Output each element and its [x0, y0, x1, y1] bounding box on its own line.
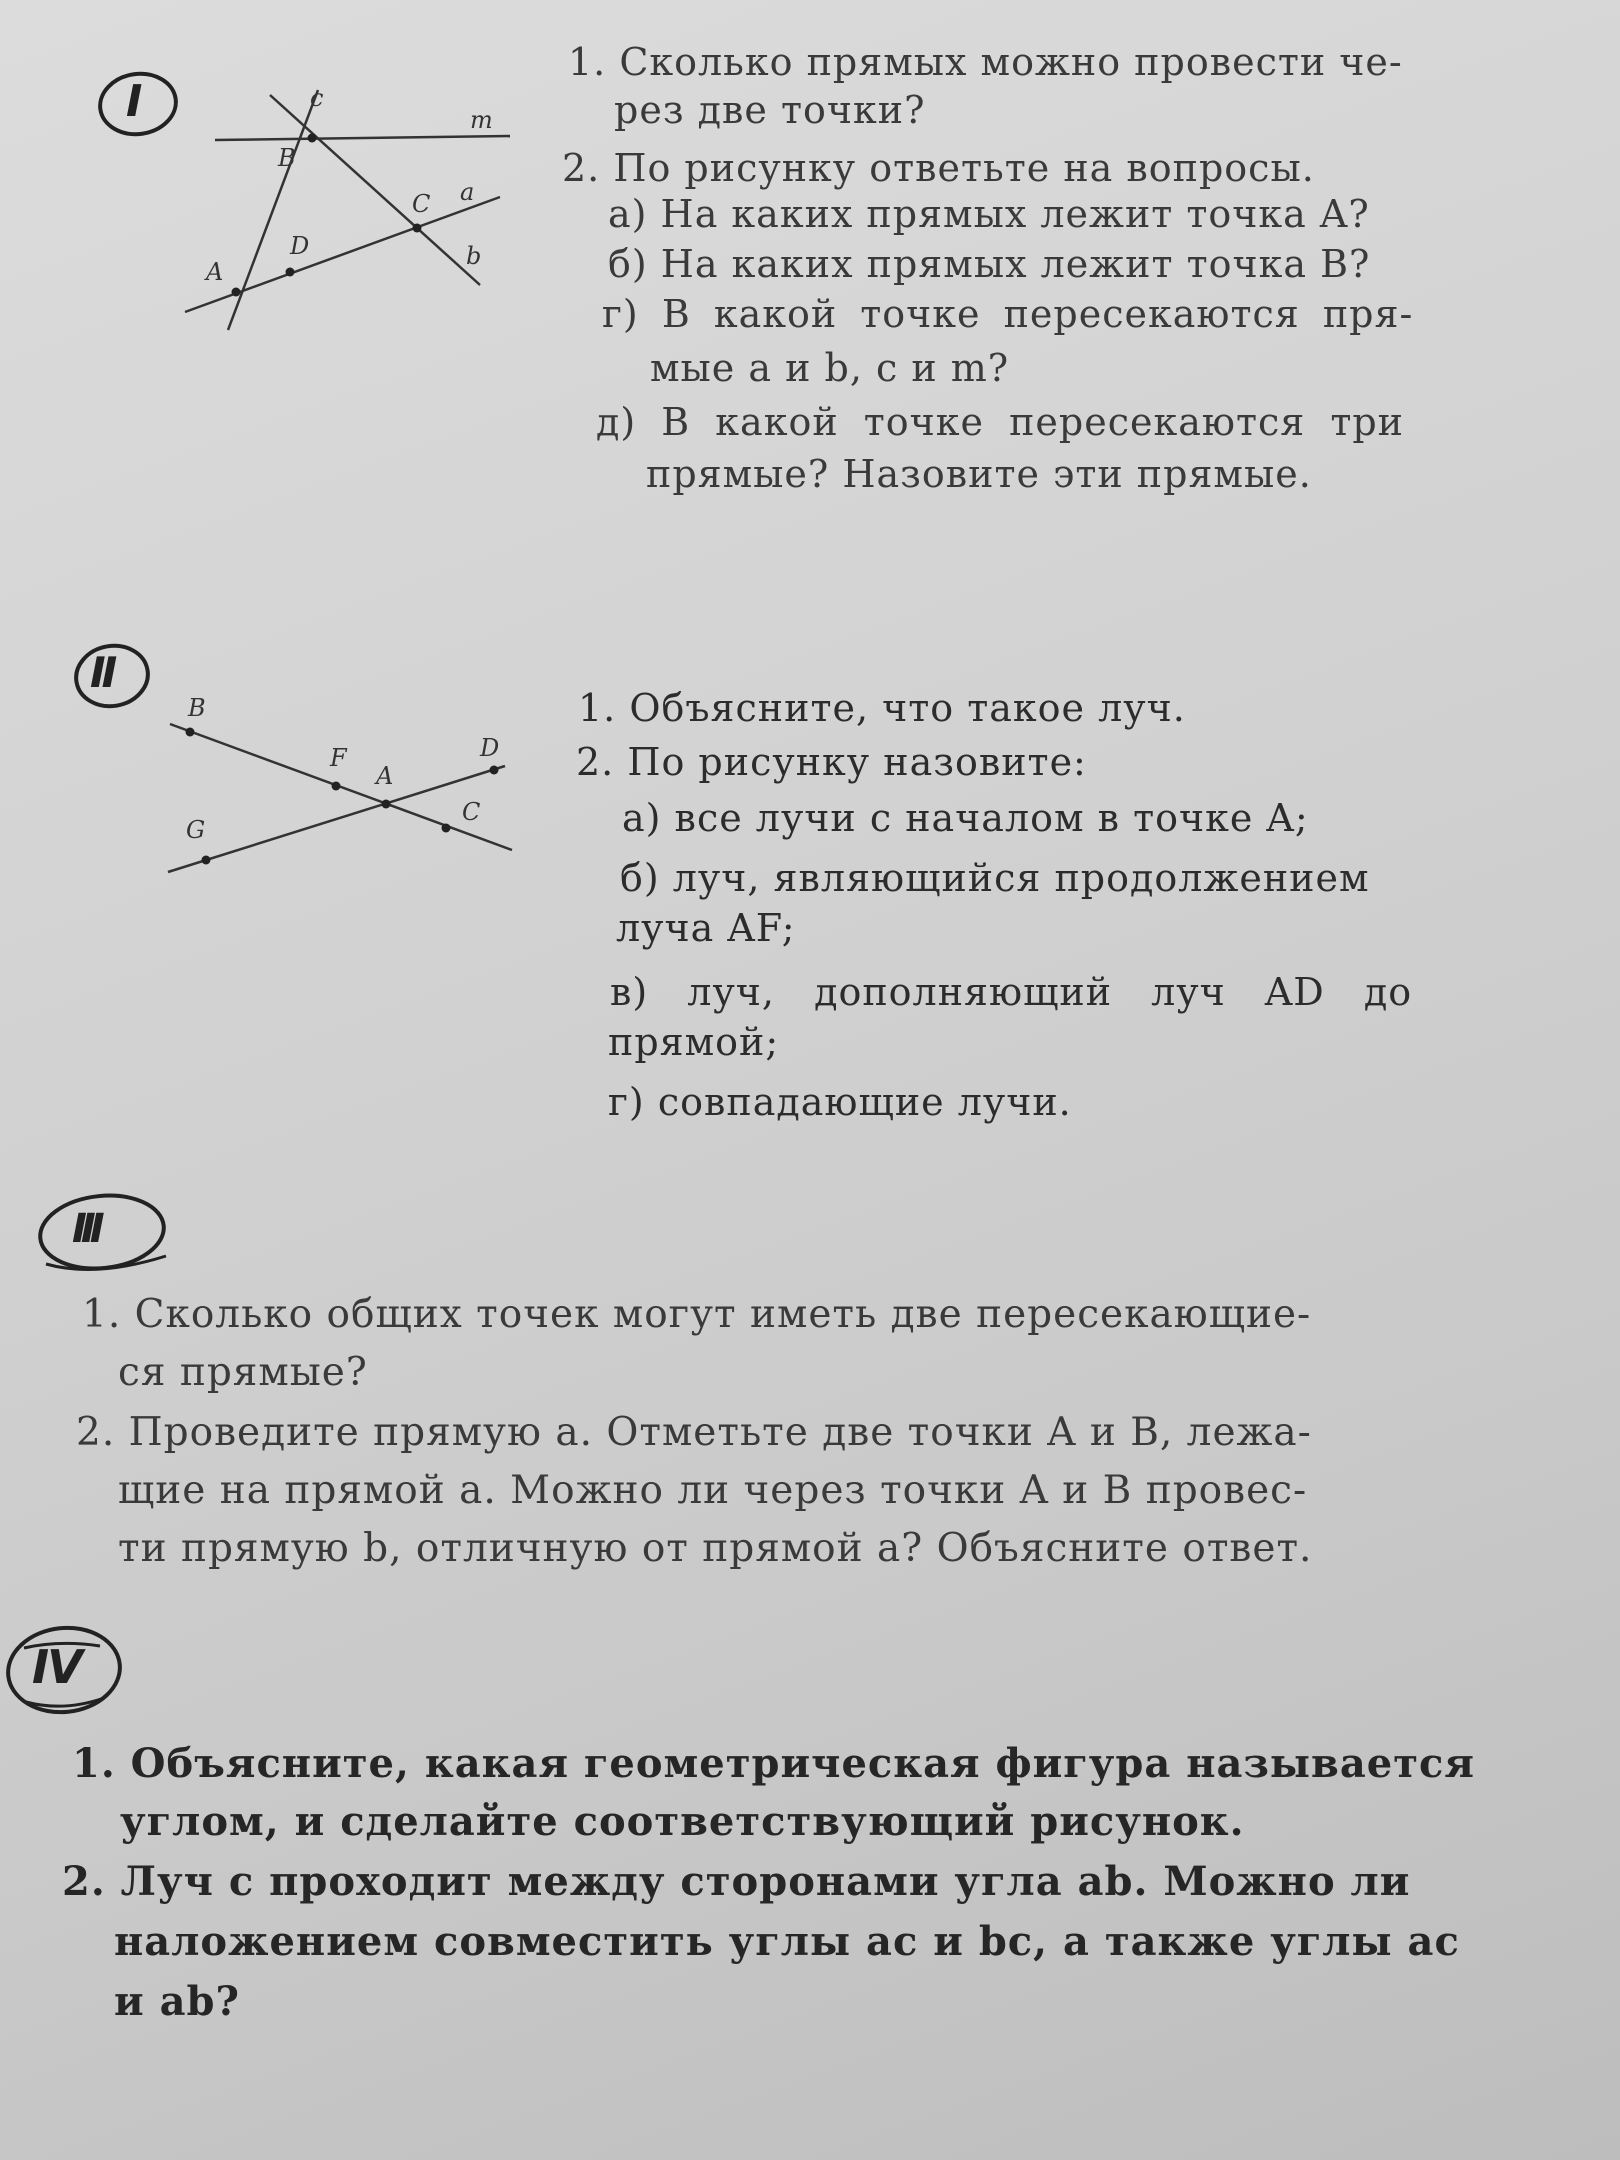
fig1-label-D: D	[290, 232, 310, 260]
s3-line-2: ся прямые?	[118, 1350, 368, 1395]
s2-line-3: а) все лучи с началом в точке A;	[622, 796, 1309, 840]
s3-line-5: ти прямую b, отличную от прямой a? Объясните ответ.	[118, 1526, 1313, 1571]
s2-line-5: луча AF;	[616, 906, 796, 950]
fig2-label-A: A	[376, 762, 394, 790]
point-D	[490, 766, 499, 775]
s4-line-1: 1. Объясните, какая геометрическая фигура называется	[72, 1740, 1475, 1787]
s1-line-8: д) В какой точке пересекаются три	[596, 400, 1405, 444]
s4-line-2: углом, и сделайте соответствующий рисунок.	[120, 1798, 1245, 1845]
s1-line-4: а) На каких прямых лежит точка A?	[608, 192, 1370, 236]
s1-line-2: рез две точки?	[614, 88, 926, 132]
s4-line-3: 2. Луч c проходит между сторонами угла ab. Можно ли	[62, 1858, 1411, 1905]
s2-line-4: б) луч, являющийся продолжением	[620, 856, 1370, 900]
point-C	[413, 224, 422, 233]
fig1-label-a: a	[460, 178, 475, 206]
s1-line-5: б) На каких прямых лежит точка B?	[608, 242, 1371, 286]
point-A	[232, 288, 241, 297]
fig2-label-F: F	[330, 744, 347, 772]
s2-line-6: в) луч, дополняющий луч AD до	[610, 970, 1413, 1014]
s1-line-1: 1. Сколько прямых можно провести че-	[568, 40, 1403, 84]
fig1-label-m: m	[470, 106, 493, 134]
section-1-number: I	[126, 76, 143, 127]
s2-line-8: г) совпадающие лучи.	[608, 1080, 1072, 1124]
line-BC	[170, 724, 512, 850]
point-C	[442, 824, 451, 833]
s4-line-5: и ab?	[114, 1978, 240, 2025]
s2-line-1: 1. Объясните, что такое луч.	[578, 686, 1186, 730]
fig1-label-B: B	[278, 144, 296, 172]
section-3-circle-mark	[26, 1186, 186, 1286]
s1-line-7: мые a и b, c и m?	[650, 346, 1010, 390]
s4-line-4: наложением совместить углы ac и bc, а также углы ac	[114, 1918, 1460, 1965]
point-F	[332, 782, 341, 791]
line-a	[185, 197, 500, 312]
point-G	[202, 856, 211, 865]
section-4-number: IV	[32, 1640, 81, 1694]
s3-line-4: щие на прямой a. Можно ли через точки A и B провес-	[118, 1468, 1308, 1513]
fig1-label-A: A	[206, 258, 224, 286]
section-2-number: II	[90, 648, 114, 697]
s3-line-1: 1. Сколько общих точек могут иметь две пересекающие-	[82, 1292, 1312, 1337]
s1-line-3: 2. По рисунку ответьте на вопросы.	[562, 146, 1315, 190]
s3-line-3: 2. Проведите прямую a. Отметьте две точки A и B, лежа-	[76, 1410, 1312, 1455]
fig1-label-C: C	[412, 190, 431, 218]
fig1-label-c: c	[310, 84, 324, 112]
s2-line-7: прямой;	[608, 1020, 780, 1064]
s1-line-6: г) В какой точке пересекаются пря-	[602, 292, 1414, 336]
line-AB	[228, 90, 318, 330]
s2-line-2: 2. По рисунку назовите:	[576, 740, 1087, 784]
fig2-label-C: C	[462, 798, 481, 826]
s1-line-9: прямые? Назовите эти прямые.	[646, 452, 1312, 496]
fig1-label-b: b	[466, 242, 482, 270]
point-B	[308, 134, 317, 143]
fig2-label-G: G	[186, 816, 206, 844]
fig2-label-D: D	[480, 734, 500, 762]
point-A	[382, 800, 391, 809]
fig2-label-B: B	[188, 694, 206, 722]
line-m	[215, 136, 510, 140]
section-3-number: III	[72, 1206, 99, 1252]
point-B	[186, 728, 195, 737]
point-D	[286, 268, 295, 277]
